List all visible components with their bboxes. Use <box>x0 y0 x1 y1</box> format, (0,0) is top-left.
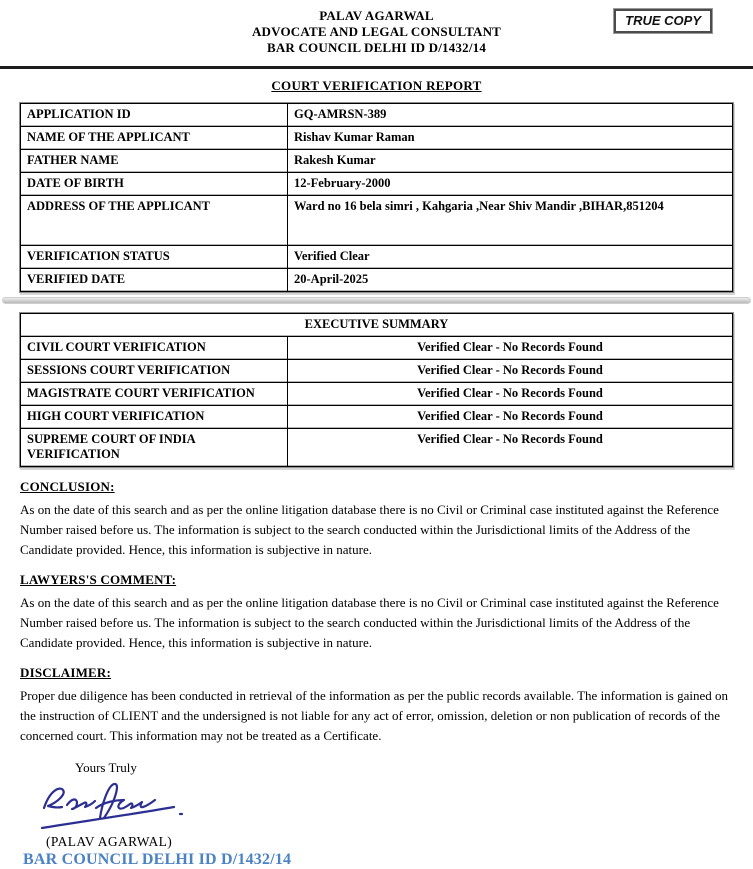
detail-label: VERIFICATION STATUS <box>21 246 288 269</box>
advocate-title: ADVOCATE AND LEGAL CONSULTANT <box>251 24 502 39</box>
conclusion-heading: CONCLUSION: <box>20 479 115 494</box>
report-content <box>0 103 753 869</box>
signer-name: (PALAV AGARWAL) <box>46 834 173 849</box>
detail-value: GQ-AMRSN-389 <box>288 104 733 127</box>
table-row <box>21 246 733 269</box>
disclaimer-section <box>20 665 733 746</box>
detail-value: 20-April-2025 <box>288 269 733 292</box>
table-row <box>21 150 733 173</box>
detail-label: DATE OF BIRTH <box>21 173 288 196</box>
applicant-details-table <box>20 103 733 292</box>
disclaimer-heading: DISCLAIMER: <box>20 665 112 680</box>
lawyers-comment-heading: LAWYERS'S COMMENT: <box>20 572 177 587</box>
disclaimer-body: Proper due diligence has been conducted in retrieval of the information as per the public records available. The information is gained on the instruction of CLIENT and the undersigned is not liable for any act of error, omission, deletion or non publication of records of the concerned court. This information may not be treated as a Certificate. <box>20 688 729 743</box>
conclusion-body: As on the date of this search and as per the online litigation database there is no Civil or Criminal case instituted against the Reference Number raised before us. The information is subject to the search conducted within the Jurisdictional limits of the Address of the Candidate provided. Hence, this information is subjective in nature. <box>20 502 719 557</box>
table-row <box>21 269 733 292</box>
detail-value: 12-February-2000 <box>288 173 733 196</box>
table-row <box>21 429 733 467</box>
table-row <box>21 360 733 383</box>
executive-summary-table <box>20 313 733 467</box>
conclusion-section <box>20 479 733 560</box>
table-row <box>21 383 733 406</box>
summary-value: Verified Clear - No Records Found <box>288 337 733 360</box>
table-header-row <box>21 314 733 337</box>
lawyers-comment-section <box>20 572 733 653</box>
header-divider <box>0 66 753 69</box>
table-row <box>21 337 733 360</box>
summary-label: CIVIL COURT VERIFICATION <box>21 337 288 360</box>
letterhead <box>0 0 753 56</box>
summary-label: HIGH COURT VERIFICATION <box>21 406 288 429</box>
table-row <box>21 104 733 127</box>
summary-value: Verified Clear - No Records Found <box>288 406 733 429</box>
detail-label: FATHER NAME <box>21 150 288 173</box>
detail-value: Verified Clear <box>288 246 733 269</box>
summary-label: SESSIONS COURT VERIFICATION <box>21 360 288 383</box>
summary-value: Verified Clear - No Records Found <box>288 429 733 467</box>
summary-label: MAGISTRATE COURT VERIFICATION <box>21 383 288 406</box>
table-row <box>21 406 733 429</box>
report-title: COURT VERIFICATION REPORT <box>271 78 482 93</box>
advocate-bar-id: BAR COUNCIL DELHI ID D/1432/14 <box>266 40 487 55</box>
executive-summary-title: EXECUTIVE SUMMARY <box>21 314 733 337</box>
signature-icon <box>34 778 204 834</box>
signer-bar-council-id: BAR COUNCIL DELHI ID D/1432/14 <box>23 851 292 868</box>
detail-value: Rishav Kumar Raman <box>288 127 733 150</box>
summary-label: SUPREME COURT OF INDIA VERIFICATION <box>21 429 288 467</box>
table-row <box>21 127 733 150</box>
table-row <box>21 196 733 246</box>
lawyers-comment-body: As on the date of this search and as per the online litigation database there is no Civil or Criminal case instituted against the Reference Number raised before us. The information is subject to the search conducted within the Jurisdictional limits of the Address of the Candidate provided. Hence, this information is subjective in nature. <box>20 595 719 650</box>
detail-value: Ward no 16 bela simri , Kahgaria ,Near Shiv Mandir ,BIHAR,851204 <box>288 196 733 246</box>
detail-label: APPLICATION ID <box>21 104 288 127</box>
summary-value: Verified Clear - No Records Found <box>288 383 733 406</box>
table-row <box>21 173 733 196</box>
closing-salutation: Yours Truly <box>75 760 137 775</box>
advocate-name: PALAV AGARWAL <box>319 8 434 23</box>
detail-label: VERIFIED DATE <box>21 269 288 292</box>
detail-label: NAME OF THE APPLICANT <box>21 127 288 150</box>
detail-label: ADDRESS OF THE APPLICANT <box>21 196 288 246</box>
summary-value: Verified Clear - No Records Found <box>288 360 733 383</box>
section-separator <box>2 297 751 304</box>
detail-value: Rakesh Kumar <box>288 150 733 173</box>
true-copy-stamp: TRUE COPY <box>614 9 712 33</box>
